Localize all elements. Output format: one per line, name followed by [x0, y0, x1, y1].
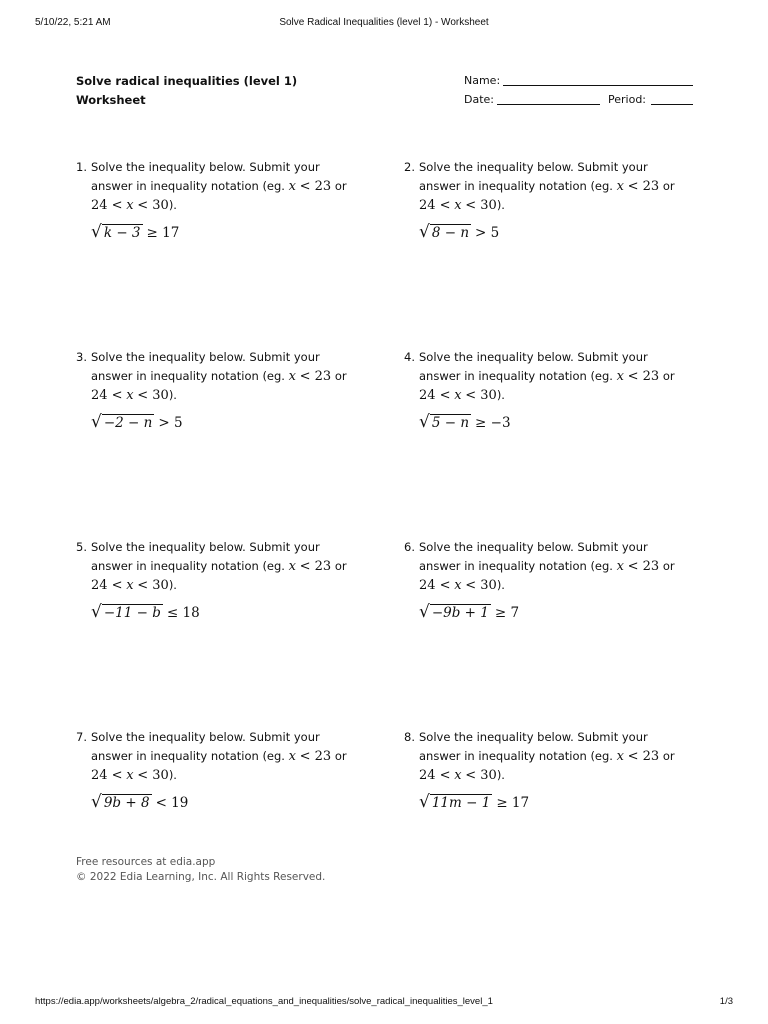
inequality-expression	[91, 601, 361, 621]
relation: ≥ 17	[146, 224, 180, 241]
name-row	[464, 74, 696, 93]
inequality-expression	[91, 221, 361, 241]
worksheet-heading	[76, 72, 297, 110]
problem-5	[76, 538, 361, 621]
inequality-expression	[91, 411, 361, 431]
period-field[interactable]	[651, 93, 693, 105]
date-label: Date:	[464, 93, 494, 106]
radicand: 5 − n	[431, 414, 470, 431]
relation: ≥ −3	[475, 414, 511, 431]
problem-number: 5.	[76, 540, 87, 554]
radical-icon: √	[91, 601, 102, 622]
problem-number: 7.	[76, 730, 87, 744]
relation: < 19	[155, 794, 189, 811]
radicand: 8 − n	[431, 224, 470, 241]
problem-8	[404, 728, 689, 811]
inequality-expression	[419, 221, 689, 241]
radical-icon: √	[419, 221, 430, 242]
problem-number: 2.	[404, 160, 415, 174]
radical-icon: √	[419, 411, 430, 432]
print-datetime: 5/10/22, 5:21 AM	[35, 17, 111, 28]
problem-number: 3.	[76, 350, 87, 364]
print-header	[35, 17, 733, 31]
relation: > 5	[475, 224, 500, 241]
radical-icon: √	[91, 411, 102, 432]
radicand: 11m − 1	[431, 794, 491, 811]
inequality-expression	[91, 791, 361, 811]
radical-icon: √	[419, 601, 430, 622]
problem-3	[76, 348, 361, 431]
worksheet-subtitle: Worksheet	[76, 93, 146, 107]
problem-number: 4.	[404, 350, 415, 364]
date-period-row	[464, 93, 696, 112]
problem-instructions: Solve the inequality below. Submit your answer in inequality notation (eg. x < 23 or 24 < x < 30).	[419, 160, 675, 213]
radicand: −2 − n	[103, 414, 153, 431]
worksheet-title: Solve radical inequalities (level 1)	[76, 74, 298, 88]
problem-instructions: Solve the inequality below. Submit your answer in inequality notation (eg. x < 23 or 24 < x < 30).	[91, 160, 347, 213]
relation: ≥ 7	[494, 604, 520, 621]
radicand: k − 3	[103, 224, 141, 241]
problem-instructions: Solve the inequality below. Submit your answer in inequality notation (eg. x < 23 or 24 < x < 30).	[419, 350, 675, 403]
inequality-expression	[419, 601, 689, 621]
footer	[76, 855, 325, 885]
name-label: Name:	[464, 74, 501, 87]
problem-4	[404, 348, 689, 431]
page-number: 1/3	[719, 996, 733, 1007]
print-url[interactable]: https://edia.app/worksheets/algebra_2/radical_equations_and_inequalities/solve_radical_inequalities_level_1	[35, 996, 493, 1007]
radicand: −11 − b	[103, 604, 161, 621]
period-label: Period:	[608, 93, 647, 106]
problem-1	[76, 158, 361, 241]
problem-instructions: Solve the inequality below. Submit your answer in inequality notation (eg. x < 23 or 24 < x < 30).	[419, 730, 675, 783]
problem-instructions: Solve the inequality below. Submit your answer in inequality notation (eg. x < 23 or 24 < x < 30).	[91, 730, 347, 783]
radical-icon: √	[91, 221, 102, 242]
radical-icon: √	[91, 791, 102, 812]
relation: > 5	[158, 414, 183, 431]
problem-2	[404, 158, 689, 241]
problem-6	[404, 538, 689, 621]
problem-instructions: Solve the inequality below. Submit your answer in inequality notation (eg. x < 23 or 24 < x < 30).	[91, 350, 347, 403]
problem-number: 1.	[76, 160, 87, 174]
footer-copyright: © 2022 Edia Learning, Inc. All Rights Reserved.	[76, 871, 326, 883]
date-field[interactable]	[497, 93, 600, 105]
relation: ≥ 17	[496, 794, 530, 811]
radicand: 9b + 8	[103, 794, 150, 811]
problem-7	[76, 728, 361, 811]
name-field[interactable]	[503, 74, 693, 86]
footer-resources: Free resources at edia.app	[76, 856, 216, 868]
student-fields	[464, 74, 696, 112]
inequality-expression	[419, 791, 689, 811]
relation: ≤ 18	[166, 604, 200, 621]
problem-number: 8.	[404, 730, 415, 744]
print-title: Solve Radical Inequalities (level 1) - Worksheet	[279, 17, 489, 28]
problem-instructions: Solve the inequality below. Submit your answer in inequality notation (eg. x < 23 or 24 < x < 30).	[91, 540, 347, 593]
radicand: −9b + 1	[431, 604, 489, 621]
radical-icon: √	[419, 791, 430, 812]
problem-instructions: Solve the inequality below. Submit your answer in inequality notation (eg. x < 23 or 24 < x < 30).	[419, 540, 675, 593]
inequality-expression	[419, 411, 689, 431]
problem-number: 6.	[404, 540, 415, 554]
